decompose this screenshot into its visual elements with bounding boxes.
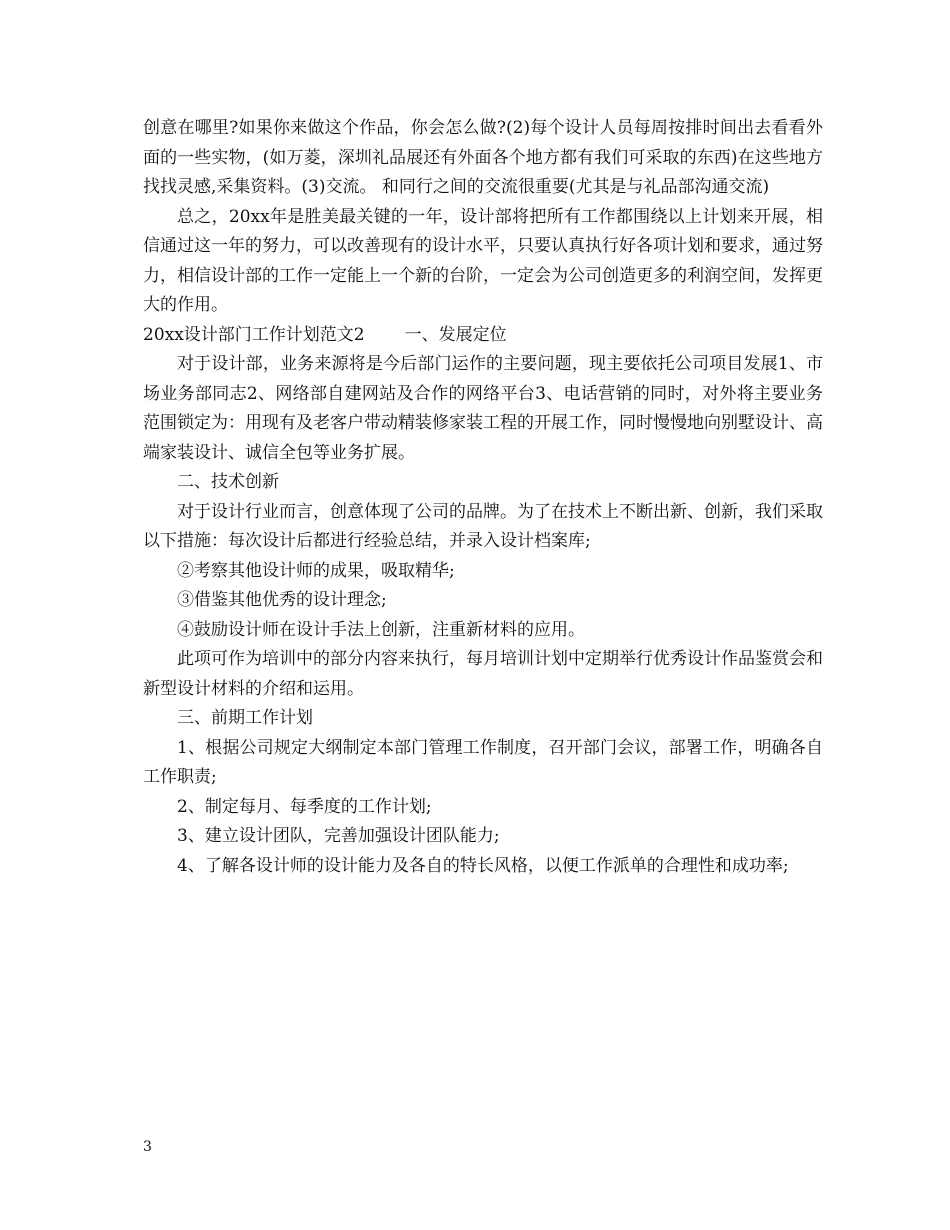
list-item-plan-4: 4、了解各设计师的设计能力及各自的特长风格，以便工作派单的合理性和成功率;	[177, 855, 789, 876]
list-item-plan-1: 1、根据公司规定大纲制定本部门管理工作制度，召开部门会议，部署工作，明确各自工作职责;	[143, 737, 823, 787]
page-number: 3	[143, 1139, 152, 1155]
list-item-plan-2: 2、制定每月、每季度的工作计划;	[177, 796, 432, 817]
heading-tech-innovation: 二、技术创新	[177, 472, 279, 492]
list-item-reference: ③借鉴其他优秀的设计理念;	[177, 590, 387, 610]
document-body	[143, 114, 823, 881]
paragraph-tech-measures: 对于设计行业而言，创意体现了公司的品牌。为了在技术上不断出新、创新，我们采取以下措施：每次设计后都进行经验总结，并录入设计档案库;	[143, 501, 823, 551]
paragraph-positioning: 对于设计部，业务来源将是今后部门运作的主要问题，现主要依托公司项目发展1、市场业务部同志2、网络部自建网站及合作的网络平台3、电话营销的同时，对外将主要业务范围锁定为：用现有及老客户带动精装修家装工程的开展工作，同时慢慢地向别墅设计、高端家装设计、诚信全包等业务扩展。	[143, 354, 823, 463]
section-subtitle: 一、发展定位	[404, 324, 507, 345]
section-title: 20xx设计部门工作计划范文2	[143, 324, 365, 345]
list-item-review: ②考察其他设计师的成果，吸取精华;	[177, 560, 455, 581]
list-item-encourage: ④鼓励设计师在设计手法上创新，注重新材料的应用。	[177, 619, 585, 640]
paragraph-intro: 创意在哪里?如果你来做这个作品，你会怎么做?(2)每个设计人员每周按排时间出去看看外面的一些实物，(如万菱，深圳礼品展还有外面各个地方都有我们可采取的东西)在这些地方找找灵感,采集资料。(3)交流。 和同行之间的交流很重要(尤其是与礼品部沟通交流)	[143, 118, 823, 197]
paragraph-training: 此项可作为培训中的部分内容来执行，每月培训计划中定期举行优秀设计作品鉴赏会和新型设计材料的介绍和运用。	[143, 649, 823, 699]
heading-early-plan: 三、前期工作计划	[177, 708, 313, 728]
list-item-plan-3: 3、建立设计团队，完善加强设计团队能力;	[177, 826, 500, 846]
section-heading-line	[143, 321, 823, 351]
paragraph-summary: 总之，20xx年是胜美最关键的一年，设计部将把所有工作都围绕以上计划来开展，相信通过这一年的努力，可以改善现有的设计水平，只要认真执行好各项计划和要求，通过努力，相信设计部的工作一定能上一个新的台阶，一定会为公司创造更多的利润空间，发挥更大的作用。	[143, 206, 823, 315]
